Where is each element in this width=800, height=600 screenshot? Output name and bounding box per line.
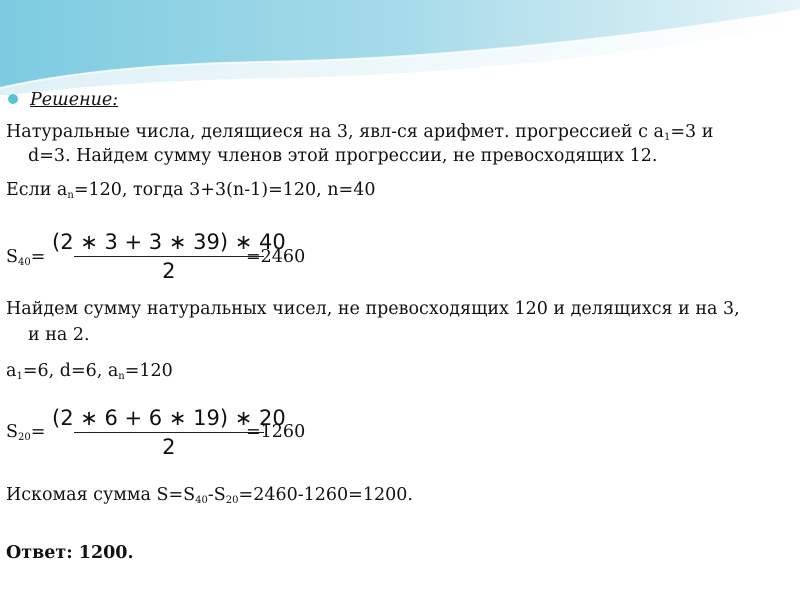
- text: =120, тогда 3+3(n-1)=120, n=40: [73, 180, 376, 200]
- answer: Ответ: 1200.: [6, 543, 134, 563]
- text: Если a: [6, 180, 68, 200]
- text: S: [6, 247, 18, 267]
- text: =6, d=6, a: [22, 361, 119, 381]
- fraction-denominator: 2: [162, 435, 176, 459]
- subscript: 20: [225, 495, 239, 506]
- paragraph-line: d=3. Найдем сумму членов этой прогрессии, не превосходящих 12.: [28, 146, 658, 166]
- text: Натуральные числа, делящиеся на 3, явл-ся арифмет. прогрессией с a: [6, 122, 664, 142]
- paragraph-line: [6, 120, 713, 144]
- solution-heading: Решение:: [30, 90, 119, 110]
- text: =: [30, 247, 46, 267]
- fraction-numerator: (2 ∗ 6 + 6 ∗ 19) ∗ 20: [52, 406, 286, 430]
- subscript: n: [118, 371, 125, 382]
- s20-label: [6, 420, 45, 444]
- subscript: 1: [16, 371, 23, 382]
- header-wave-decoration: [0, 0, 800, 95]
- s40-result: =2460: [246, 247, 306, 267]
- subscript: 40: [18, 257, 31, 268]
- s20-result: =1260: [246, 422, 306, 442]
- fraction-numerator: (2 ∗ 3 + 3 ∗ 39) ∗ 40: [52, 230, 286, 254]
- text: -S: [207, 485, 226, 505]
- paragraph-line: и на 2.: [28, 325, 90, 345]
- text: a: [6, 361, 17, 381]
- text: Искомая сумма S=S: [6, 485, 196, 505]
- s40-label: [6, 245, 45, 269]
- equation-line: [6, 178, 375, 202]
- subscript: 1: [663, 132, 671, 143]
- equation-line: [6, 483, 413, 507]
- subscript: 40: [195, 495, 208, 506]
- text: S: [6, 422, 18, 442]
- equation-line: [6, 359, 173, 383]
- fraction-denominator: 2: [162, 259, 176, 283]
- subscript: 20: [18, 432, 31, 443]
- subscript: n: [67, 190, 74, 201]
- text: =: [30, 422, 46, 442]
- text: =120: [124, 361, 173, 381]
- bullet-icon: [8, 94, 18, 104]
- text: =3 и: [670, 122, 714, 142]
- text: =2460-1260=1200.: [238, 485, 413, 505]
- paragraph-line: Найдем сумму натуральных чисел, не превосходящих 120 и делящихся и на 3,: [6, 299, 740, 319]
